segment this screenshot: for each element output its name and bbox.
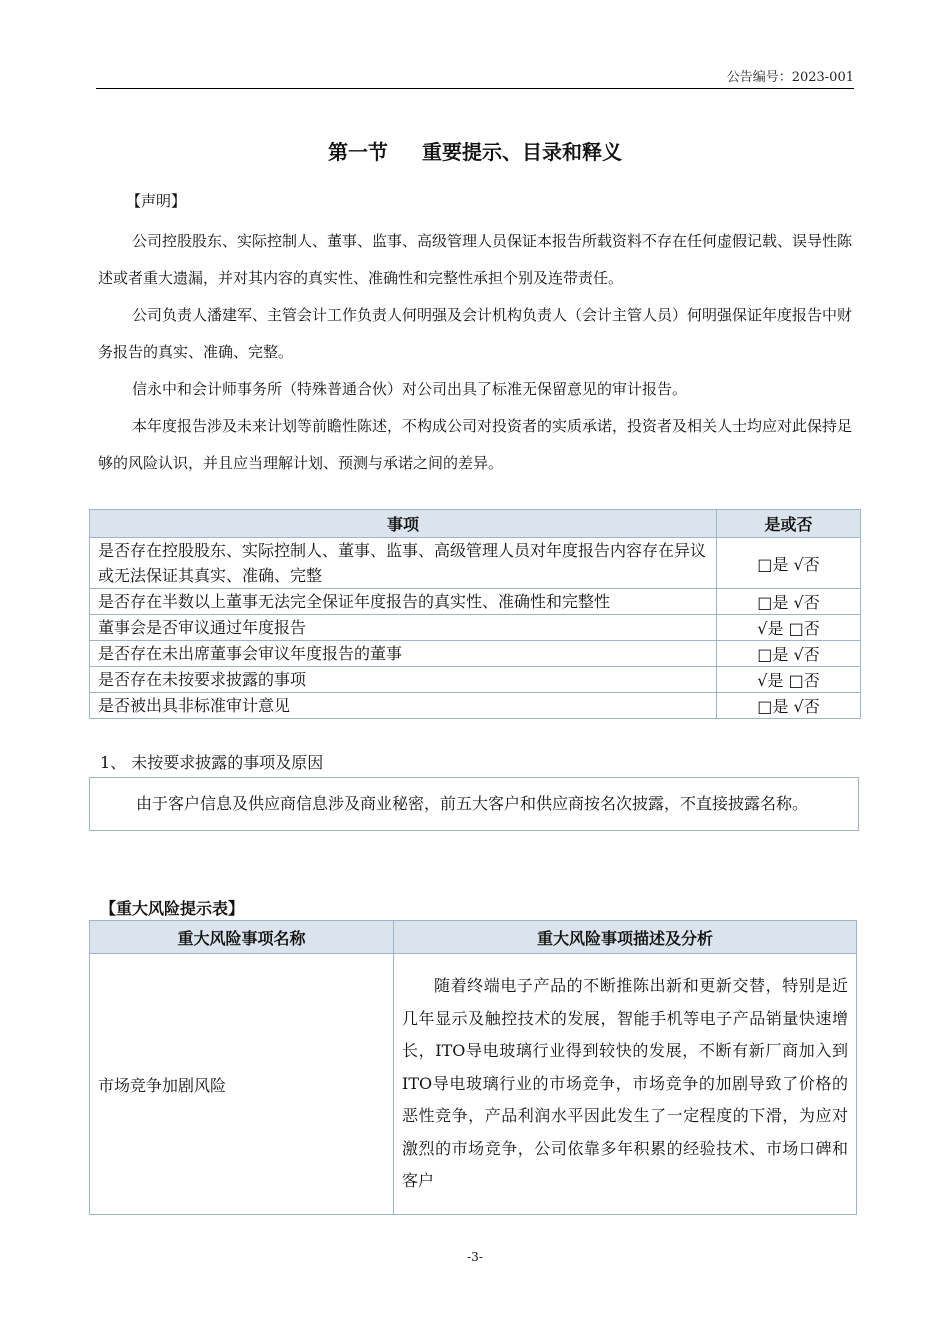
declaration-paragraph: 公司负责人潘建军、主管会计工作负责人何明强及会计机构负责人（会计主管人员）何明强保证年度报告中财务报告的真实、准确、完整。 — [98, 306, 853, 361]
item-question: 是否存在控股股东、实际控制人、董事、监事、高级管理人员对年度报告内容存在异议或无法保证其真实、准确、完整 — [90, 538, 717, 589]
announcement-code: 公告编号：2023-001 — [726, 70, 854, 85]
item-question: 董事会是否审议通过年度报告 — [90, 615, 717, 641]
item-answer: □是 √否 — [717, 641, 861, 667]
table-row — [90, 641, 861, 667]
items-header-yes-no: 是或否 — [717, 510, 861, 538]
item-answer: √是 □否 — [717, 667, 861, 693]
table-row — [90, 615, 861, 641]
table-row — [90, 589, 861, 615]
items-table-header — [90, 510, 861, 538]
item-question: 是否存在半数以上董事无法完全保证年度报告的真实性、准确性和完整性 — [90, 589, 717, 615]
declaration-paragraph: 公司控股股东、实际控制人、董事、监事、高级管理人员保证本报告所载资料不存在任何虚假记载、误导性陈述或者重大遗漏，并对其内容的真实性、准确性和完整性承担个别及连带责任。 — [98, 232, 853, 287]
section-title — [0, 136, 950, 165]
items-header-matter: 事项 — [90, 510, 717, 538]
risk-header-description: 重大风险事项描述及分析 — [394, 921, 857, 954]
declaration-paragraph: 本年度报告涉及未来计划等前瞻性陈述，不构成公司对投资者的实质承诺，投资者及相关人士均应对此保持足够的风险认识，并且应当理解计划、预测与承诺之间的差异。 — [98, 417, 853, 472]
declaration-body — [98, 223, 854, 482]
item-question: 是否存在未出席董事会审议年度报告的董事 — [90, 641, 717, 667]
item-answer: √是 □否 — [717, 615, 861, 641]
table-row — [90, 693, 861, 719]
risk-name: 市场竞争加剧风险 — [90, 954, 394, 1215]
risk-table-heading: 【重大风险提示表】 — [100, 899, 245, 918]
risk-table-header — [90, 921, 857, 954]
risk-header-name: 重大风险事项名称 — [90, 921, 394, 954]
table-row — [90, 667, 861, 693]
item-answer: □是 √否 — [717, 589, 861, 615]
risk-table — [89, 920, 857, 1215]
declaration-heading: 【声明】 — [126, 192, 187, 210]
item-question: 是否被出具非标准审计意见 — [90, 693, 717, 719]
risk-description: 随着终端电子产品的不断推陈出新和更新交替，特别是近几年显示及触控技术的发展，智能手机等电子产品销量快速增长，ITO导电玻璃行业得到较快的发展，不断有新厂商加入到ITO导电玻璃行业的市场竞争，市场竞争的加剧导致了价格的恶性竞争，产品利润水平因此发生了一定程度的下滑，为应对激烈的市场竞争，公司依靠多年积累的经验技术、市场口碑和客户 — [394, 954, 857, 1215]
item-answer: □是 √否 — [717, 693, 861, 719]
item-answer: □是 √否 — [717, 538, 861, 589]
page-number: -3- — [467, 1250, 483, 1264]
undisclosed-reason: 由于客户信息及供应商信息涉及商业秘密，前五大客户和供应商按名次披露，不直接披露名称。 — [89, 777, 859, 831]
declaration-paragraph: 信永中和会计师事务所（特殊普通合伙）对公司出具了标准无保留意见的审计报告。 — [132, 380, 688, 398]
undisclosed-heading: 1、 未按要求披露的事项及原因 — [100, 753, 324, 772]
table-row — [90, 954, 857, 1215]
header-divider — [96, 88, 854, 89]
items-table — [89, 509, 861, 719]
item-question: 是否存在未按要求披露的事项 — [90, 667, 717, 693]
section-number: 第一节 — [328, 140, 388, 164]
table-row — [90, 538, 861, 589]
section-name: 重要提示、目录和释义 — [422, 140, 622, 164]
